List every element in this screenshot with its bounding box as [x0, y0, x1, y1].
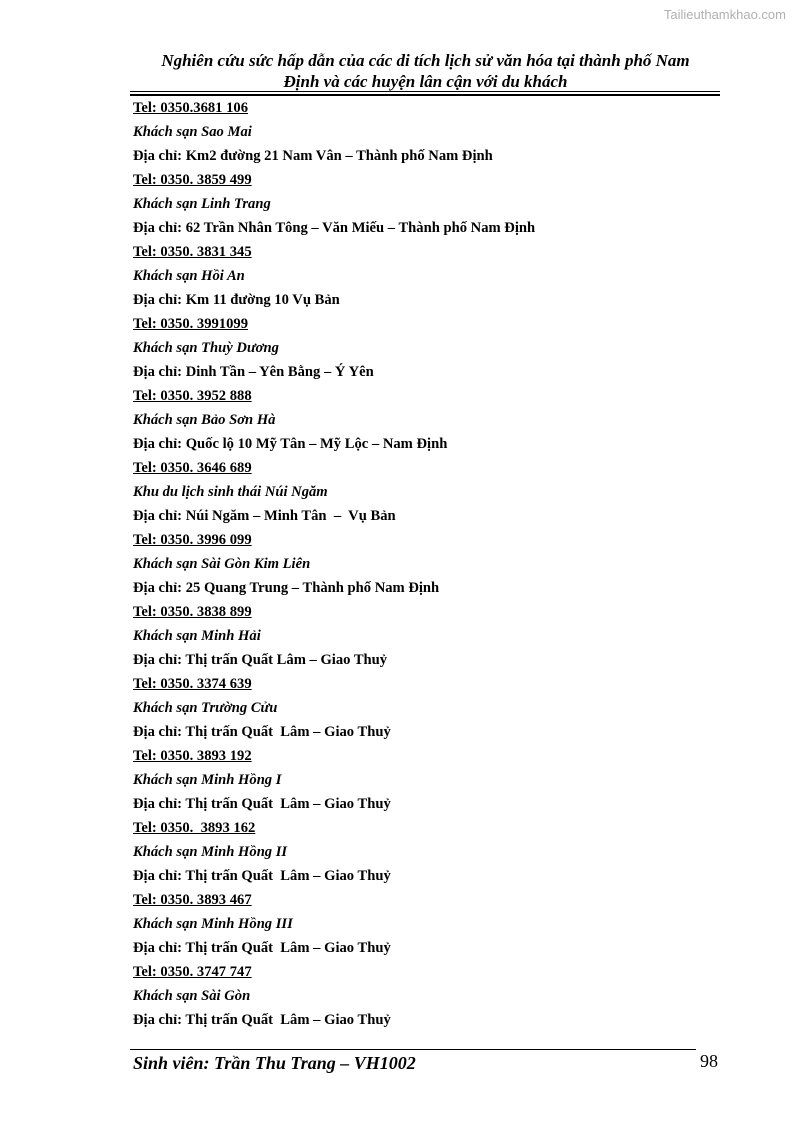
address-line: Địa chỉ: Thị trấn Quất Lâm – Giao Thuỷ [133, 940, 391, 956]
hotel-name: Khách sạn Bảo Sơn Hà [133, 412, 276, 428]
phone-line: Tel: 0350. 3374 639 [133, 676, 252, 692]
address-line: Địa chỉ: Km 11 đường 10 Vụ Bản [133, 292, 340, 308]
phone-line: Tel: 0350.3681 106 [133, 100, 248, 116]
phone-line: Tel: 0350. 3952 888 [133, 388, 252, 404]
hotel-name: Khách sạn Minh Hồng I [133, 772, 282, 788]
phone-line: Tel: 0350. 3991099 [133, 316, 248, 332]
address-line: Địa chỉ: Thị trấn Quất Lâm – Giao Thuỷ [133, 796, 391, 812]
hotel-name: Khách sạn Thuỳ Dương [133, 340, 279, 356]
address-line: Địa chỉ: Thị trấn Quất Lâm – Giao Thuỷ [133, 652, 388, 668]
hotel-name: Khách sạn Linh Trang [133, 196, 271, 212]
phone-line: Tel: 0350. 3831 345 [133, 244, 252, 260]
hotel-name: Khách sạn Minh Hồng II [133, 844, 288, 860]
hotel-name: Khách sạn Sài Gòn Kim Liên [133, 556, 311, 572]
hotel-name: Khách sạn Sài Gòn [133, 988, 251, 1004]
hotel-name: Khu du lịch sinh thái Núi Ngăm [133, 484, 328, 500]
address-line: Địa chỉ: 62 Trần Nhân Tông – Văn Miếu – Thành phố Nam Định [133, 220, 536, 236]
hotel-list [133, 96, 720, 1032]
phone-line: Tel: 0350. 3893 192 [133, 748, 252, 764]
footer-author: Sinh viên: Trần Thu Trang – VH1002 [133, 1053, 416, 1073]
page-header [118, 50, 733, 92]
address-line: Địa chỉ: Quốc lộ 10 Mỹ Tân – Mỹ Lộc – Nam Định [133, 436, 448, 452]
phone-line: Tel: 0350. 3893 162 [133, 820, 256, 836]
hotel-name: Khách sạn Hồi An [133, 268, 245, 284]
address-line: Địa chỉ: 25 Quang Trung – Thành phố Nam Định [133, 580, 440, 596]
address-line: Địa chỉ: Thị trấn Quất Lâm – Giao Thuỷ [133, 1012, 391, 1028]
phone-line: Tel: 0350. 3838 899 [133, 604, 252, 620]
phone-line: Tel: 0350. 3747 747 [133, 964, 252, 980]
phone-line: Tel: 0350. 3646 689 [133, 460, 252, 476]
hotel-name: Khách sạn Minh Hồng III [133, 916, 293, 932]
hotel-name: Khách sạn Trường Cửu [133, 700, 278, 716]
watermark: Tailieuthamkhao.com [663, 7, 786, 22]
hotel-name: Khách sạn Minh Hải [133, 628, 261, 644]
phone-line: Tel: 0350. 3996 099 [133, 532, 252, 548]
address-line: Địa chỉ: Dinh Tần – Yên Bằng – Ý Yên [133, 364, 374, 380]
phone-line: Tel: 0350. 3893 467 [133, 892, 252, 908]
footer-divider [130, 1049, 696, 1050]
phone-line: Tel: 0350. 3859 499 [133, 172, 252, 188]
header-title-line-2: Định và các huyện lân cận với du khách [283, 72, 568, 91]
page-number: 98 [700, 1051, 718, 1071]
header-title-line-1: Nghiên cứu sức hấp dẫn của các di tích lịch sử văn hóa tại thành phố Nam [161, 51, 690, 70]
address-line: Địa chỉ: Núi Ngăm – Minh Tân – Vụ Bản [133, 508, 396, 524]
hotel-name: Khách sạn Sao Mai [133, 124, 252, 140]
address-line: Địa chỉ: Km2 đường 21 Nam Vân – Thành phố Nam Định [133, 148, 493, 164]
address-line: Địa chỉ: Thị trấn Quất Lâm – Giao Thuỷ [133, 724, 391, 740]
header-divider [130, 91, 720, 92]
address-line: Địa chỉ: Thị trấn Quất Lâm – Giao Thuỷ [133, 868, 391, 884]
